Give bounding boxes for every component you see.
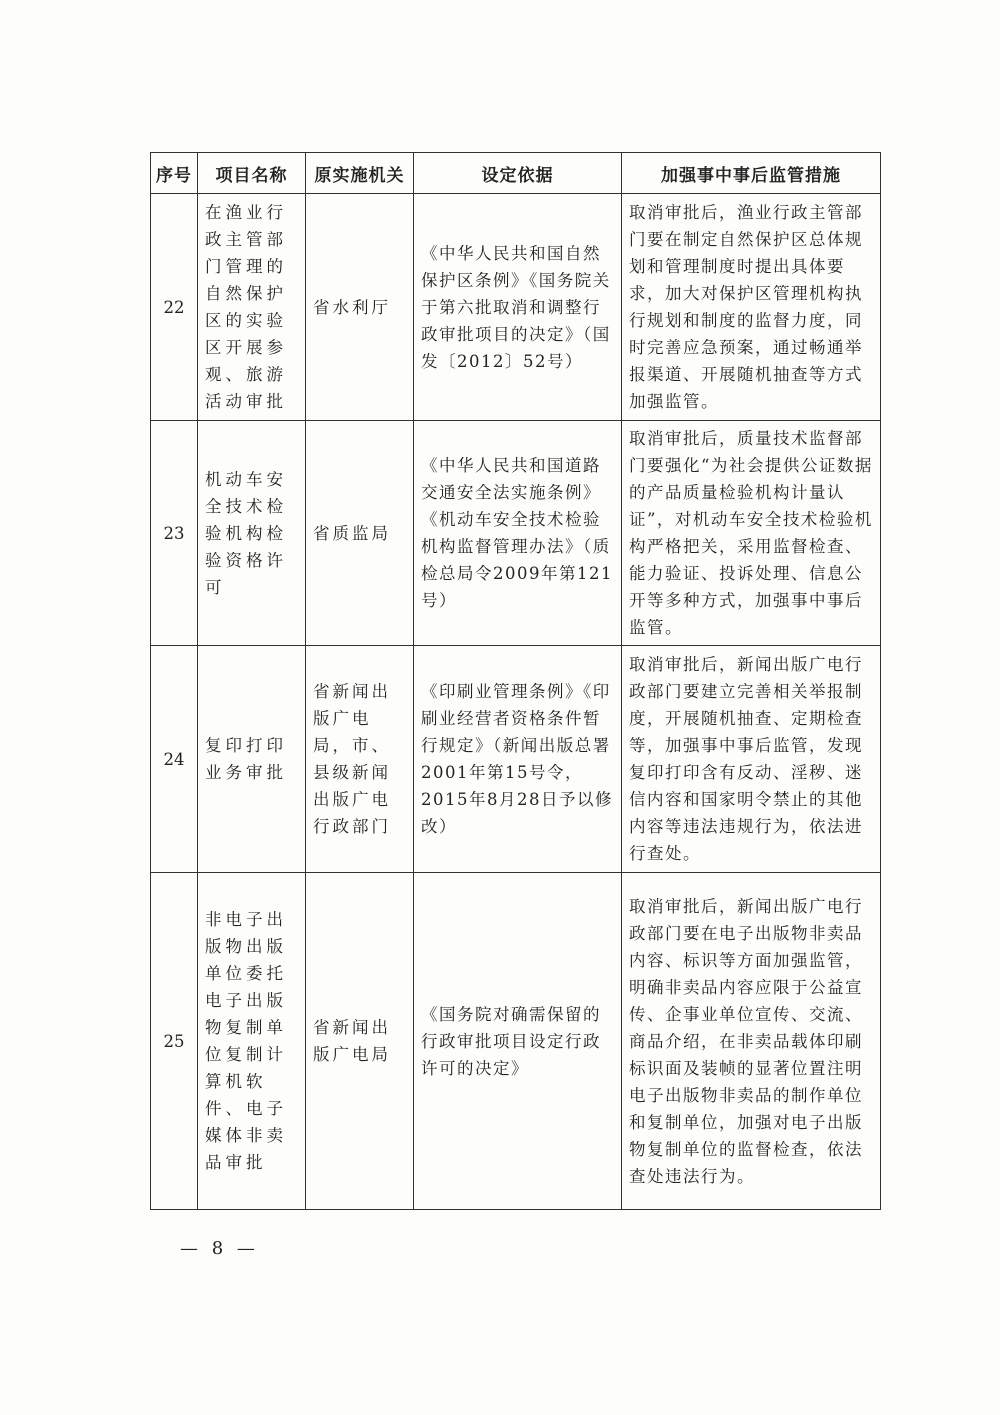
row-number: 23 [151, 421, 198, 646]
original-authority: 省质监局 [306, 421, 414, 646]
table-row [151, 194, 881, 421]
row-number: 25 [151, 873, 198, 1210]
row-number: 22 [151, 194, 198, 421]
legal-basis: 《中华人民共和国自然保护区条例》《国务院关于第六批取消和调整行政审批项目的决定》（国发〔2012〕52号） [414, 194, 622, 421]
original-authority: 省水利厅 [306, 194, 414, 421]
supervision-measures: 取消审批后，渔业行政主管部门要在制定自然保护区总体规划和管理制度时提出具体要求，加大对保护区管理机构执行规划和制度的监督力度，同时完善应急预案，通过畅通举报渠道、开展随机抽查等方式加强监管。 [622, 194, 881, 421]
legal-basis: 《国务院对确需保留的行政审批项目设定行政许可的决定》 [414, 873, 622, 1210]
page-number: — 8 — [180, 1238, 259, 1259]
supervision-measures: 取消审批后，质量技术监督部门要强化“为社会提供公证数据的产品质量检验机构计量认证”，对机动车安全技术检验机构严格把关，采用监督检查、能力验证、投诉处理、信息公开等多种方式，加强事中事后监管。 [622, 421, 881, 646]
table-header-row [151, 153, 881, 194]
header-index: 序号 [151, 153, 198, 194]
item-name: 非电子出版物出版单位委托电子出版物复制单位复制计算机软件、电子媒体非卖品审批 [198, 873, 306, 1210]
header-item-name: 项目名称 [198, 153, 306, 194]
original-authority: 省新闻出版广电局 [306, 873, 414, 1210]
original-authority: 省新闻出版广电局，市、县级新闻出版广电行政部门 [306, 646, 414, 873]
table-row [151, 873, 881, 1210]
item-name: 机动车安全技术检验机构检验资格许可 [198, 421, 306, 646]
header-legal-basis: 设定依据 [414, 153, 622, 194]
legal-basis: 《印刷业管理条例》《印刷业经营者资格条件暂行规定》（新闻出版总署2001年第15号令，2015年8月28日予以修改） [414, 646, 622, 873]
supervision-measures: 取消审批后，新闻出版广电行政部门要建立完善相关举报制度，开展随机抽查、定期检查等，加强事中事后监管，发现复印打印含有反动、淫秽、迷信内容和国家明令禁止的其他内容等违法违规行为，依法进行查处。 [622, 646, 881, 873]
table-row [151, 646, 881, 873]
header-supervision-measures: 加强事中事后监管措施 [622, 153, 881, 194]
header-original-authority: 原实施机关 [306, 153, 414, 194]
row-number: 24 [151, 646, 198, 873]
supervision-measures: 取消审批后，新闻出版广电行政部门要在电子出版物非卖品内容、标识等方面加强监管，明确非卖品内容应限于公益宣传、企事业单位宣传、交流、商品介绍，在非卖品载体印刷标识面及装帧的显著位置注明电子出版物非卖品的制作单位和复制单位，加强对电子出版物复制单位的监督检查，依法查处违法行为。 [622, 873, 881, 1210]
legal-basis: 《中华人民共和国道路交通安全法实施条例》《机动车安全技术检验机构监督管理办法》（质检总局令2009年第121号） [414, 421, 622, 646]
table-row [151, 421, 881, 646]
item-name: 复印打印业务审批 [198, 646, 306, 873]
item-name: 在渔业行政主管部门管理的自然保护区的实验区开展参观、旅游活动审批 [198, 194, 306, 421]
measures-table [150, 152, 881, 1210]
